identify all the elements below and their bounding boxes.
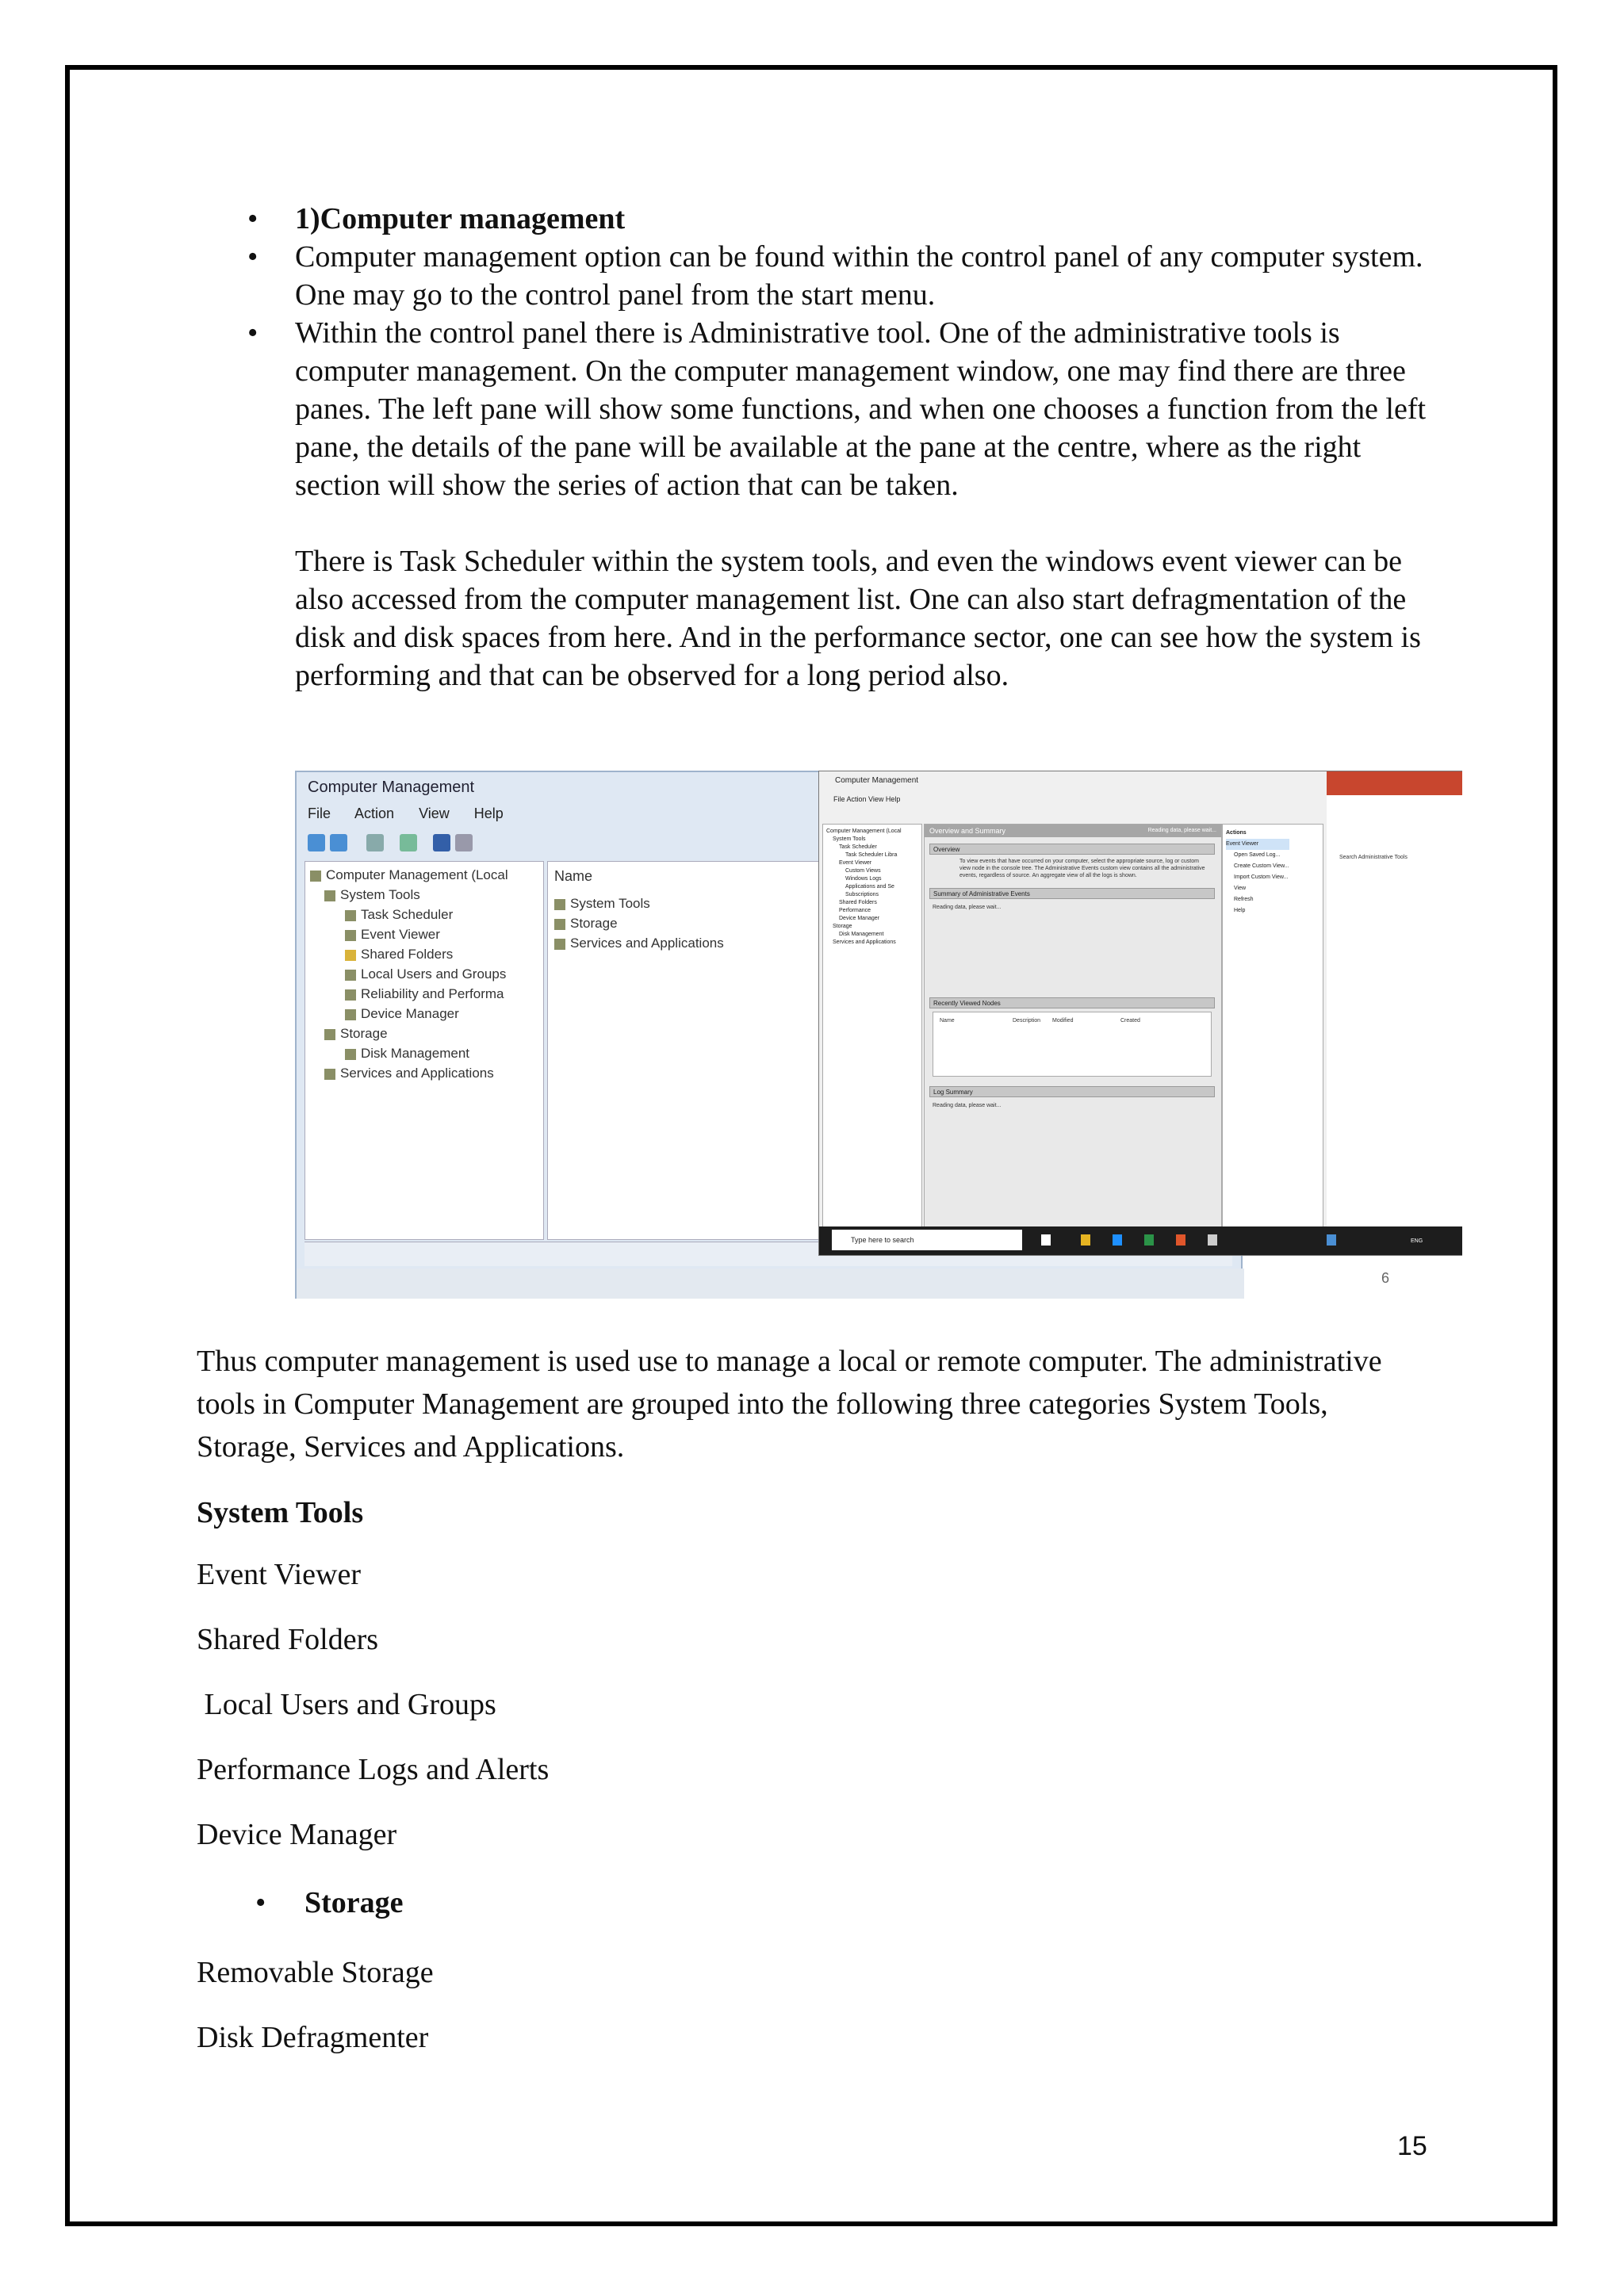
tools-icon [324,890,335,901]
tray-icon[interactable] [1327,1234,1336,1246]
computer-icon [310,871,321,882]
menu-bar [308,806,524,822]
summary-paragraph: Thus computer management is used use to manage a local or remote computer. The administrative tools in Computer Management are grouped into the following three categories System Tools, Storage, Services and Applications. [197,1345,1382,1464]
tree-item[interactable]: Event Viewer [345,924,440,944]
tools-icon [554,899,565,910]
page-number: 15 [1397,2131,1427,2161]
edge-icon[interactable] [1113,1234,1122,1246]
action-item[interactable]: Open Saved Log... [1234,852,1281,858]
overview-text: To view events that have occurred on your computer, select the appropriate source, log or custom view node in the console tree. The Administrative Events custom view contains all the administrative events, regardless of source. An aggregate view of all the logs is shown. [959,859,1205,878]
list-item[interactable]: Storage [554,913,618,933]
taskbar [819,1226,1462,1255]
summary-status: Reading data, please wait... [933,905,1002,910]
background-app-titlebar [1327,771,1462,795]
main-pane [924,824,1222,1233]
system-tools-heading: System Tools [197,1496,364,1529]
storage-icon [324,1029,335,1040]
file-explorer-icon[interactable] [1081,1234,1090,1246]
column-header-name[interactable]: Name [554,868,593,884]
forward-icon[interactable] [330,834,347,851]
menu-help[interactable]: Help [473,806,504,821]
bullet-item: • Within the control panel there is Administrative tool. One of the administrative tools is computer management. On the computer management window, one may find there are three panes. The left pane will show some functions, and when one chooses a function from the left pane, the details of the pane will be available at the pane at the centre, where as the right section will show the series of action that can be taken. [247,316,1427,502]
tree-item[interactable]: Device Manager [345,1004,459,1024]
tree-item[interactable]: Task Scheduler [345,905,453,924]
bullet-heading: • 1)Computer management [247,202,626,235]
list-item: Disk Defragmenter [197,2021,429,2054]
list-item: Removable Storage [197,1956,434,1989]
tree-item[interactable]: Shared Folders [345,944,453,964]
action-item[interactable]: View [1234,886,1247,891]
win10-window [818,771,1462,1256]
clock-icon [345,910,356,921]
taskbar-search[interactable]: Type here to search [832,1230,1022,1250]
status-bar [297,1269,1244,1299]
recent-nodes-section[interactable]: Recently Viewed Nodes [929,997,1215,1008]
action-item[interactable]: Refresh [1234,897,1254,902]
help-icon[interactable] [433,834,450,851]
back-icon[interactable] [308,834,325,851]
event-viewer-icon [345,930,356,941]
admin-tools-window [1327,795,1462,1239]
language-indicator[interactable]: ENG [1411,1238,1423,1244]
performance-icon [345,989,356,1001]
overview-header: Overview and Summary Reading data, please wait... [925,825,1221,837]
device-icon [345,1009,356,1020]
action-item[interactable]: Event Viewer [1226,839,1289,850]
disk-icon [345,1049,356,1060]
window-title: Computer Management [308,779,475,796]
log-status: Reading data, please wait... [933,1103,1002,1108]
actions-pane [1222,824,1323,1233]
list-item: Device Manager [197,1818,397,1851]
figure-page-mark: 6 [1381,1270,1390,1286]
list-item: Local Users and Groups [197,1688,496,1721]
services-icon [324,1069,335,1080]
store-icon[interactable] [1144,1234,1154,1246]
recent-nodes-table: Name Description Modified Created [933,1012,1212,1077]
overview-section[interactable]: Overview [929,844,1215,855]
actions-list: Actions Event Viewer Open Saved Log... Create Custom View... Import Custom View... View Refresh Help [1226,828,1289,916]
properties-icon[interactable] [455,834,473,851]
task-scheduler-paragraph: There is Task Scheduler within the system tools, and even the windows event viewer can be also accessed from the computer management list. One can also start defragmentation of the disk and disk spaces from here. And in the performance sector, one can see how the system is performing and that can be observed for a long period also. [295,545,1421,692]
action-item[interactable]: Import Custom View... [1234,874,1289,880]
task-view-icon[interactable] [1041,1234,1051,1246]
screenshot-figure [295,771,1462,1299]
list-item: Performance Logs and Alerts [197,1753,550,1786]
log-summary-section[interactable]: Log Summary [929,1086,1215,1097]
menu-bar[interactable]: File Action View Help [833,795,901,803]
action-item[interactable]: Help [1234,908,1246,913]
left-pane-tree [304,861,544,1240]
services-icon [554,939,565,950]
tree-item[interactable]: System Tools [324,885,420,905]
action-item[interactable]: Create Custom View... [1234,863,1289,869]
left-pane-tree [822,824,922,1233]
tree-item[interactable]: Reliability and Performa [345,984,504,1004]
tree-item[interactable]: Disk Management [345,1043,469,1063]
storage-heading: • Storage [255,1886,404,1919]
tree-item[interactable]: Local Users and Groups [345,964,506,984]
list-item[interactable]: Services and Applications [554,933,724,953]
console-tree-icon[interactable] [366,834,384,851]
list-item: Event Viewer [197,1558,361,1591]
menu-file[interactable]: File [308,806,331,821]
storage-icon [554,919,565,930]
users-icon [345,970,356,981]
console-tree[interactable]: Computer Management (Local System Tools Task Scheduler Task Scheduler Libra Event Viewer Custom Views Windows Logs Applications and Se Subscriptions Shared Folders Performance Device Manager Storage Disk Management Services and Applications [826,828,902,945]
menu-action[interactable]: Action [354,806,395,821]
app-icon[interactable] [1208,1234,1217,1246]
list-item[interactable]: System Tools [554,894,650,913]
export-icon[interactable] [400,834,417,851]
summary-section[interactable]: Summary of Administrative Events [929,888,1215,899]
folder-icon [345,950,356,961]
list-item: Shared Folders [197,1623,379,1656]
tree-item[interactable]: Computer Management (Local [310,865,508,885]
tree-item[interactable]: Services and Applications [324,1063,494,1083]
window-title: Computer Management [835,776,919,785]
tree-item[interactable]: Storage [324,1024,388,1043]
admin-search[interactable]: Search Administrative Tools [1339,855,1408,860]
powerpoint-icon[interactable] [1176,1234,1185,1246]
bullet-item: • Computer management option can be found within the control panel of any computer system. One may go to the control panel from the start menu. [247,240,1423,312]
menu-view[interactable]: View [419,806,450,821]
